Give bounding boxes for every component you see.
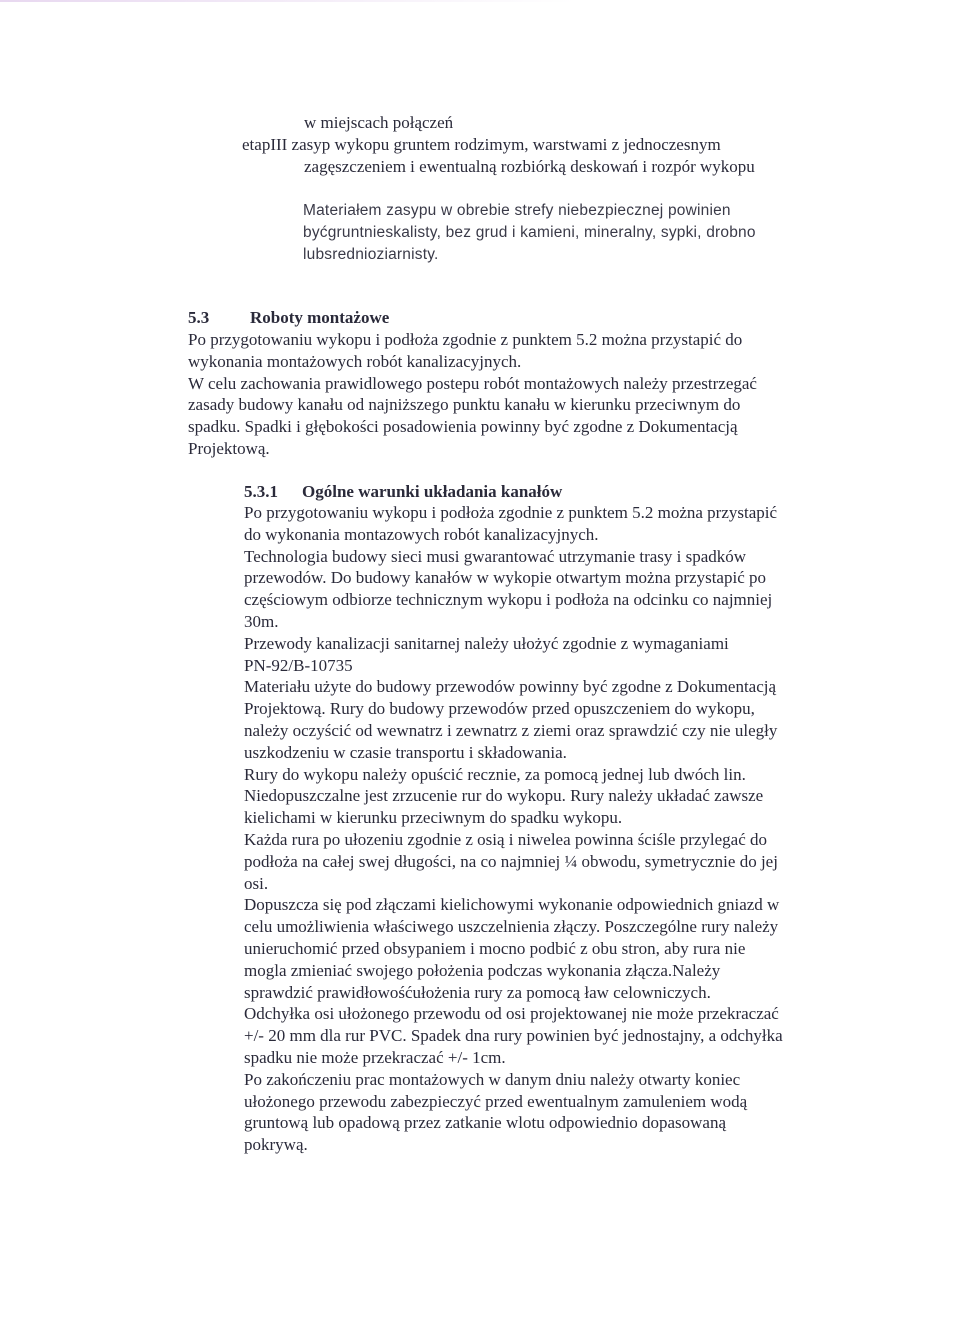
section-number: 5.3 <box>188 308 210 327</box>
section-5-3-1-line: 30m. <box>244 611 279 631</box>
section-number: 5.3.1 <box>244 482 278 501</box>
section-5-3-1-line: przewodów. Do budowy kanałów w wykopie otwartym można przystapić po <box>244 568 766 588</box>
section-5-3-1-line: uszkodzeniu w czasie transportu i składowania. <box>244 742 567 762</box>
section-5-3-1-line: Po przygotowaniu wykopu i podłoża zgodnie z punktem 5.2 można przystapić <box>244 503 778 522</box>
material-line-1: Materiałem zasypu w obrebie strefy niebezpiecznej powinien <box>303 202 731 219</box>
section-5-3-1-line: Odchyłka osi ułożonego przewodu od osi projektowanej nie może przekraczać <box>244 1004 779 1024</box>
section-5-3-1-line: kielichami w kierunku przeciwnym do spadku wykopu. <box>244 808 623 828</box>
section-5-3-line: zasady budowy kanału od najniższego punktu kanału w kierunku przeciwnym do <box>188 395 741 415</box>
section-heading-5-3 <box>188 307 389 329</box>
section-5-3-1-line: pokrywą. <box>244 1135 308 1155</box>
section-5-3-1-line: mogla zmieniać swojego położenia podczas wykonania złącza.Należy <box>244 960 721 980</box>
section-5-3-1-line: gruntową lub opadową przez zatkanie wlotu odpowiednio dopasowaną <box>244 1113 726 1133</box>
section-5-3-1-line: Przewody kanalizacji sanitarnej należy ułożyć zgodnie z wymaganiami <box>244 633 729 653</box>
intro-line-1: w miejscach połączeń <box>304 113 454 132</box>
material-line-2: byćgruntnieskalisty, bez grud i kamieni, mineralny, sypki, drobno <box>303 223 756 241</box>
section-5-3-1-line: sprawdzić prawidłowośćułożenia rury za pomocą ław celowniczych. <box>244 982 711 1002</box>
section-5-3-1-line: unieruchomić przed obsypaniem i mocno podbić z obu stron, aby rura nie <box>244 938 746 958</box>
intro-line-3: zagęszczeniem i ewentualną rozbiórką deskowań i rozpór wykopu <box>304 156 755 176</box>
section-5-3-1-line: do wykonania montazowych robót kanalizacyjnych. <box>244 524 599 544</box>
section-5-3-1-line: ułożonego przewodu zabezpieczyć przed ewentualnym zamuleniem wodą <box>244 1091 748 1111</box>
section-5-3-1-line: podłoża na całej swej długości, na co najmniej ¼ obwodu, symetrycznie do jej <box>244 851 778 871</box>
section-title: Roboty montażowe <box>250 308 390 327</box>
section-5-3-line: Projektową. <box>188 438 270 458</box>
section-5-3-1-line: Rury do wykopu należy opuścić recznie, za pomocą jednej lub dwóch lin. <box>244 764 746 784</box>
section-5-3-1-line: Niedopuszczalne jest zrzucenie rur do wykopu. Rury należy układać zawsze <box>244 786 764 806</box>
section-5-3-1-body <box>244 502 783 1156</box>
section-5-3-1-line: spadku nie może przekraczać +/- 1cm. <box>244 1047 506 1067</box>
section-5-3-1-line: częściowym odbiorze technicznym wykopu i podłoża na odcinku co najmniej <box>244 590 773 610</box>
section-5-3-1-line: PN-92/B-10735 <box>244 655 353 675</box>
section-5-3-1-line: Każda rura po ułozeniu zgodnie z osią i niwelea powinna ściśle przylegać do <box>244 829 768 849</box>
section-heading-5-3-1 <box>244 481 562 503</box>
intro-paragraph <box>242 112 755 177</box>
scan-edge <box>0 0 960 2</box>
material-paragraph <box>303 200 756 265</box>
section-5-3-line: Po przygotowaniu wykopu i podłoża zgodnie z punktem 5.2 można przystapić do <box>188 330 743 349</box>
section-title: Ogólne warunki układania kanałów <box>302 482 563 501</box>
section-5-3-1-line: Technologia budowy sieci musi gwarantować utrzymanie trasy i spadków <box>244 546 747 566</box>
section-5-3-1-line: osi. <box>244 873 269 893</box>
material-line-3: lubsrednioziarnisty. <box>303 245 439 263</box>
intro-line-2: etapIII zasyp wykopu gruntem rodzimym, warstwami z jednoczesnym <box>242 134 721 154</box>
section-5-3-line: W celu zachowania prawidlowego postepu robót montażowych należy przestrzegać <box>188 373 757 393</box>
section-5-3-line: wykonania montażowych robót kanalizacyjnych. <box>188 351 522 371</box>
section-5-3-1-line: Po zakończeniu prac montażowych w danym dniu należy otwarty koniec <box>244 1069 741 1089</box>
section-5-3-1-line: celu umożliwienia właściwego uszczelnienia złączy. Poszczególne rury należy <box>244 917 779 937</box>
section-5-3-1-line: Dopuszcza się pod złączami kielichowymi wykonanie odpowiednich gniazd w <box>244 895 780 915</box>
section-5-3-body <box>188 329 757 460</box>
section-5-3-1-line: Projektową. Rury do budowy przewodów przed opuszczeniem do wykopu, <box>244 699 755 719</box>
section-5-3-1-line: Materiału użyte do budowy przewodów powinny być zgodne z Dokumentacją <box>244 677 777 697</box>
section-5-3-1-line: +/- 20 mm dla rur PVC. Spadek dna rury powinien być jednostajny, a odchyłka <box>244 1026 783 1046</box>
section-5-3-1-line: należy oczyścić od wewnatrz i zewnatrz z ziemi oraz sprawdzić czy nie uległy <box>244 720 778 740</box>
section-5-3-line: spadku. Spadki i głębokości posadowienia powinny być zgodne z Dokumentacją <box>188 417 738 437</box>
